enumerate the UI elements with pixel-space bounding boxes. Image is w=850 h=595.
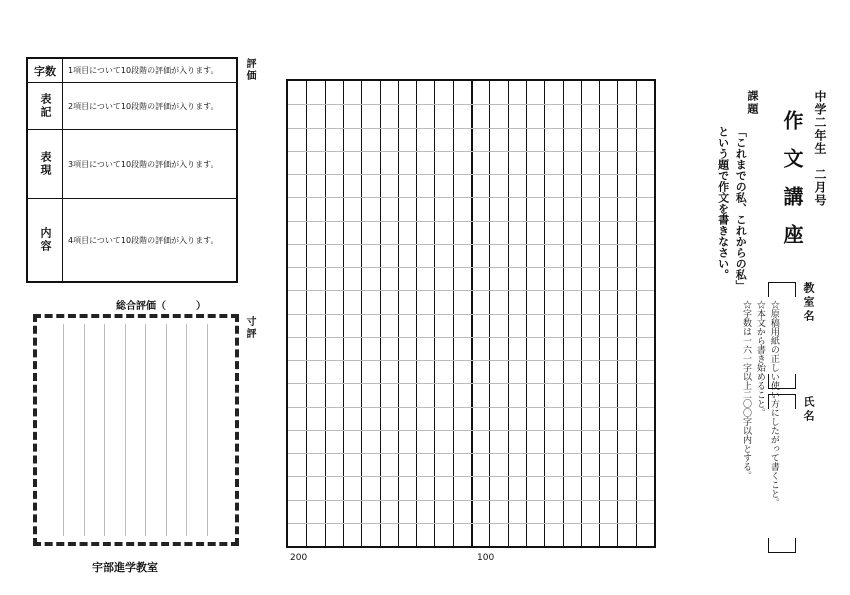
eval-row-hyoki <box>28 83 236 130</box>
eval-label: 字数 <box>28 59 63 82</box>
grid-row-line <box>288 174 654 175</box>
grid-row-line <box>288 453 654 454</box>
grid-row-line <box>288 128 654 129</box>
eval-label: 表記 <box>28 83 63 129</box>
grid-row-line <box>288 430 654 431</box>
comment-box <box>33 314 239 546</box>
grid-row-line <box>288 221 654 222</box>
manuscript-grid <box>286 79 656 548</box>
classroom-label: 教室名 <box>802 282 815 324</box>
instructions <box>738 300 780 550</box>
grid-row-line <box>288 383 654 384</box>
eval-row-naiyo <box>28 199 236 281</box>
grid-row-line <box>288 360 654 361</box>
eval-text: 2項目について10段階の評価が入ります。 <box>68 101 219 111</box>
grid-row-line <box>288 500 654 501</box>
grid-row-line <box>288 151 654 152</box>
eval-row-jisu <box>28 59 236 83</box>
task-text: 「これまでの私、これからの私」という題で作文を書きなさい。 <box>716 126 748 291</box>
grid-row-line <box>288 267 654 268</box>
eval-text: 4項目について10段階の評価が入ります。 <box>68 235 219 245</box>
classroom-box-top <box>768 282 796 297</box>
grid-row-line <box>288 407 654 408</box>
instruction-1: ☆原稿用紙の正しい使い方にしたがって書くこと。 <box>768 300 779 507</box>
char-count-200: 200 <box>290 553 308 563</box>
task-label: 課題 <box>746 90 759 116</box>
grade-label: 中学二年生 二月号 <box>813 90 827 207</box>
comment-side-label: 寸評 <box>244 316 255 340</box>
grid-row-line <box>288 523 654 524</box>
evaluation-table <box>26 57 238 283</box>
grid-row-line <box>288 104 654 105</box>
grid-row-line <box>288 290 654 291</box>
instruction-3: ☆字数は一六一字以上二〇〇字以内とする。 <box>740 300 751 480</box>
evaluation-side-label: 評価 <box>244 58 255 82</box>
school-name: 宇部進学教室 <box>92 561 158 574</box>
eval-row-hyogen <box>28 130 236 199</box>
eval-label: 内容 <box>28 199 63 281</box>
grid-row-line <box>288 476 654 477</box>
grid-row-line <box>288 197 654 198</box>
name-label: 氏名 <box>802 396 815 424</box>
eval-text: 1項目について10段階の評価が入ります。 <box>68 66 219 75</box>
instruction-2: ☆本文から書き始めること。 <box>754 300 765 417</box>
comment-ruled-lines <box>43 324 229 536</box>
grid-row-line <box>288 314 654 315</box>
grid-row-line <box>288 244 654 245</box>
grid-row-line <box>288 337 654 338</box>
eval-label: 表現 <box>28 130 63 198</box>
eval-text: 3項目について10段階の評価が入ります。 <box>68 159 219 169</box>
char-count-100: 100 <box>477 553 495 563</box>
page-title: 作文講座 <box>780 110 804 262</box>
overall-evaluation: 総合評価（ ） <box>116 301 206 312</box>
